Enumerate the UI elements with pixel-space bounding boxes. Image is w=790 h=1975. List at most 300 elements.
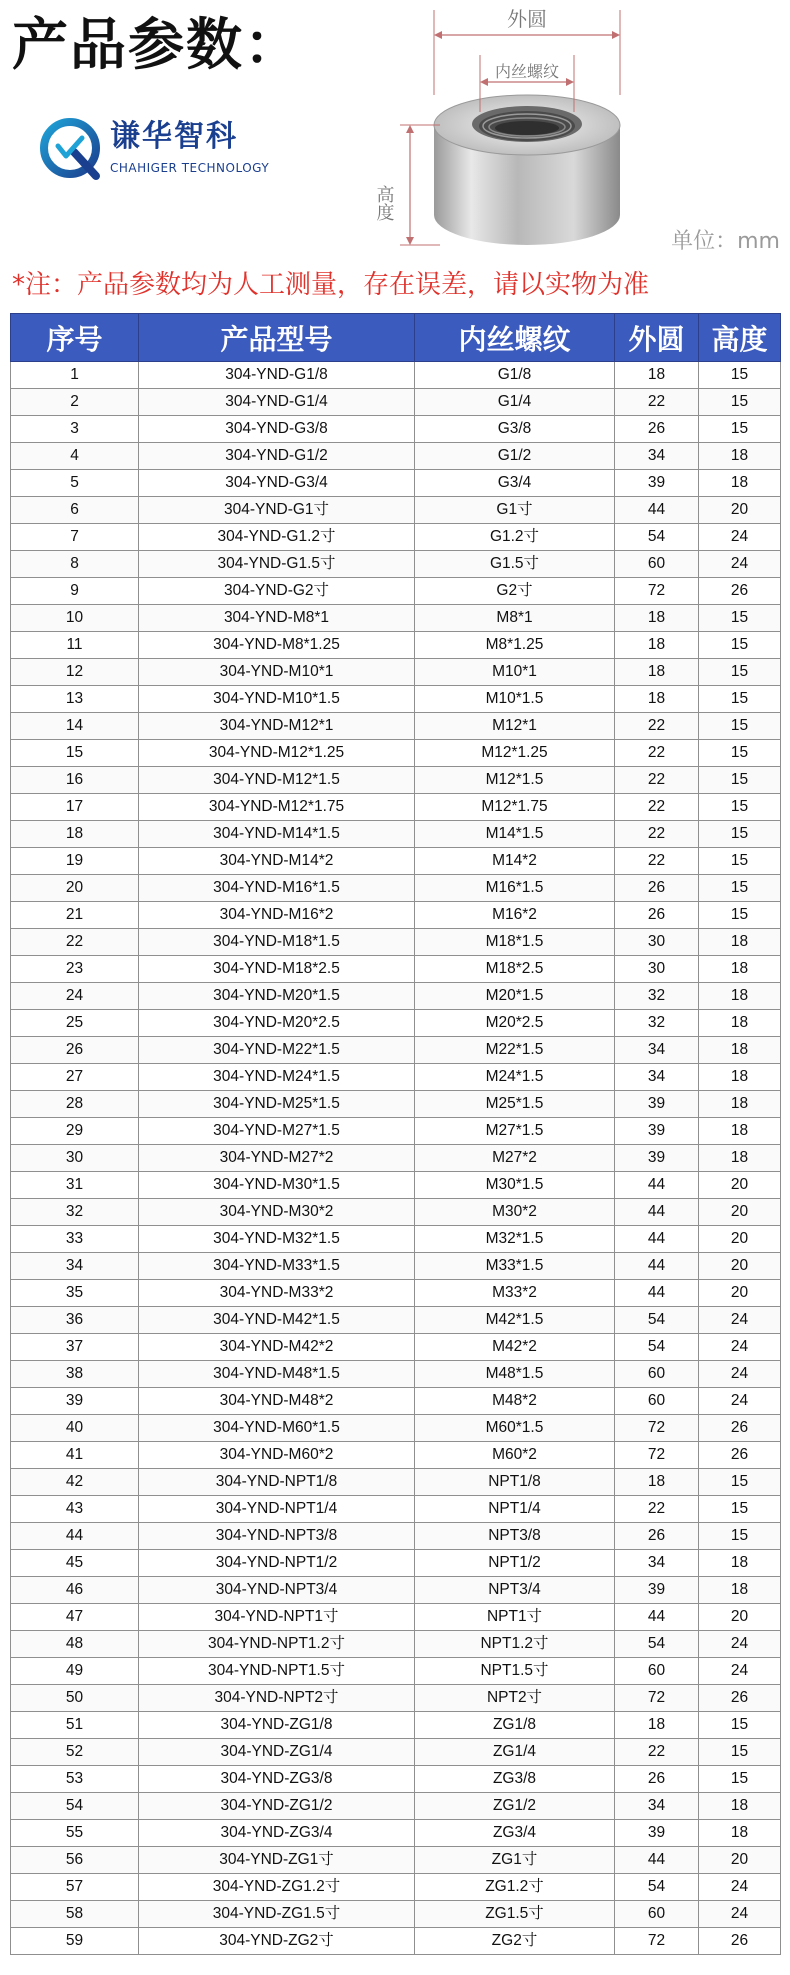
cell-index: 58: [11, 1901, 139, 1928]
cell-index: 40: [11, 1415, 139, 1442]
cell-height: 18: [699, 1091, 781, 1118]
cell-thread: M32*1.5: [415, 1226, 615, 1253]
cell-height: 15: [699, 605, 781, 632]
cell-outer-diameter: 18: [615, 1712, 699, 1739]
table-row: [11, 1847, 781, 1874]
table-row: [11, 1685, 781, 1712]
cell-thread: M25*1.5: [415, 1091, 615, 1118]
cell-index: 25: [11, 1010, 139, 1037]
cell-outer-diameter: 39: [615, 470, 699, 497]
cell-model: 304-YND-M24*1.5: [139, 1064, 415, 1091]
table-row: [11, 1658, 781, 1685]
height-label: 高度: [373, 185, 395, 221]
table-row: [11, 1280, 781, 1307]
table-row: [11, 1172, 781, 1199]
cell-index: 55: [11, 1820, 139, 1847]
cell-thread: G3/4: [415, 470, 615, 497]
cell-height: 15: [699, 1523, 781, 1550]
cell-thread: NPT1/4: [415, 1496, 615, 1523]
cell-outer-diameter: 39: [615, 1118, 699, 1145]
cell-height: 26: [699, 1685, 781, 1712]
brand-name-cn: 谦华智科: [110, 119, 238, 154]
cell-height: 20: [699, 1847, 781, 1874]
cell-index: 45: [11, 1550, 139, 1577]
nut-illustration: [373, 0, 790, 260]
table-row: [11, 524, 781, 551]
table-row: [11, 1361, 781, 1388]
cell-index: 1: [11, 362, 139, 389]
cell-thread: M14*2: [415, 848, 615, 875]
cell-index: 11: [11, 632, 139, 659]
table-row: [11, 578, 781, 605]
cell-outer-diameter: 44: [615, 1604, 699, 1631]
cell-thread: M10*1: [415, 659, 615, 686]
cell-model: 304-YND-G1/8: [139, 362, 415, 389]
cell-model: 304-YND-NPT3/8: [139, 1523, 415, 1550]
cell-height: 24: [699, 1631, 781, 1658]
cell-thread: G1.2寸: [415, 524, 615, 551]
cell-outer-diameter: 32: [615, 1010, 699, 1037]
cell-model: 304-YND-M33*2: [139, 1280, 415, 1307]
cell-outer-diameter: 60: [615, 1658, 699, 1685]
cell-index: 51: [11, 1712, 139, 1739]
cell-thread: M16*2: [415, 902, 615, 929]
table-row: [11, 1739, 781, 1766]
cell-index: 16: [11, 767, 139, 794]
cell-index: 22: [11, 929, 139, 956]
cell-model: 304-YND-M12*1: [139, 713, 415, 740]
cell-outer-diameter: 22: [615, 713, 699, 740]
cell-index: 23: [11, 956, 139, 983]
cell-height: 24: [699, 1901, 781, 1928]
cell-outer-diameter: 22: [615, 740, 699, 767]
cell-height: 15: [699, 686, 781, 713]
cell-height: 18: [699, 1793, 781, 1820]
table-row: [11, 1631, 781, 1658]
cell-outer-diameter: 34: [615, 1793, 699, 1820]
table-row: [11, 1577, 781, 1604]
table-row: [11, 1226, 781, 1253]
cell-outer-diameter: 39: [615, 1820, 699, 1847]
cell-height: 15: [699, 1712, 781, 1739]
cell-outer-diameter: 18: [615, 632, 699, 659]
table-row: [11, 1469, 781, 1496]
cell-model: 304-YND-G1.2寸: [139, 524, 415, 551]
cell-thread: ZG1/2: [415, 1793, 615, 1820]
cell-model: 304-YND-M60*2: [139, 1442, 415, 1469]
cell-model: 304-YND-M42*1.5: [139, 1307, 415, 1334]
table-row: [11, 983, 781, 1010]
measurement-note: *注：产品参数均为人工测量，存在误差，请以实物为准: [12, 270, 650, 300]
cell-outer-diameter: 18: [615, 605, 699, 632]
cell-index: 43: [11, 1496, 139, 1523]
cell-model: 304-YND-M14*1.5: [139, 821, 415, 848]
cell-model: 304-YND-M60*1.5: [139, 1415, 415, 1442]
cell-outer-diameter: 22: [615, 794, 699, 821]
cell-outer-diameter: 18: [615, 686, 699, 713]
cell-thread: M16*1.5: [415, 875, 615, 902]
cell-model: 304-YND-M18*1.5: [139, 929, 415, 956]
cell-thread: NPT1/8: [415, 1469, 615, 1496]
cell-height: 20: [699, 1280, 781, 1307]
cell-height: 24: [699, 1388, 781, 1415]
cell-height: 20: [699, 1604, 781, 1631]
cell-thread: ZG1/8: [415, 1712, 615, 1739]
cell-model: 304-YND-M8*1.25: [139, 632, 415, 659]
cell-index: 2: [11, 389, 139, 416]
cell-index: 33: [11, 1226, 139, 1253]
cell-index: 54: [11, 1793, 139, 1820]
header-index: 序号: [11, 314, 139, 362]
cell-outer-diameter: 26: [615, 416, 699, 443]
table-row: [11, 1064, 781, 1091]
cell-model: 304-YND-M18*2.5: [139, 956, 415, 983]
table-row: [11, 632, 781, 659]
product-diagram: [373, 0, 790, 260]
cell-outer-diameter: 72: [615, 1442, 699, 1469]
cell-height: 15: [699, 1469, 781, 1496]
cell-outer-diameter: 39: [615, 1577, 699, 1604]
cell-model: 304-YND-M48*2: [139, 1388, 415, 1415]
table-row: [11, 551, 781, 578]
cell-index: 35: [11, 1280, 139, 1307]
cell-thread: NPT1寸: [415, 1604, 615, 1631]
cell-model: 304-YND-M25*1.5: [139, 1091, 415, 1118]
table-row: [11, 1874, 781, 1901]
cell-index: 46: [11, 1577, 139, 1604]
cell-index: 48: [11, 1631, 139, 1658]
cell-thread: M8*1.25: [415, 632, 615, 659]
cell-index: 59: [11, 1928, 139, 1955]
outer-diameter-label: 外圆: [507, 7, 547, 31]
cell-outer-diameter: 26: [615, 902, 699, 929]
cell-height: 24: [699, 1334, 781, 1361]
cell-height: 18: [699, 443, 781, 470]
cell-index: 7: [11, 524, 139, 551]
cell-model: 304-YND-NPT1寸: [139, 1604, 415, 1631]
table-row: [11, 1145, 781, 1172]
cell-model: 304-YND-ZG2寸: [139, 1928, 415, 1955]
cell-height: 18: [699, 983, 781, 1010]
cell-outer-diameter: 60: [615, 551, 699, 578]
cell-thread: M12*1.25: [415, 740, 615, 767]
cell-height: 15: [699, 1496, 781, 1523]
cell-thread: ZG3/4: [415, 1820, 615, 1847]
cell-index: 8: [11, 551, 139, 578]
cell-thread: M48*2: [415, 1388, 615, 1415]
cell-outer-diameter: 18: [615, 1469, 699, 1496]
cell-index: 26: [11, 1037, 139, 1064]
cell-outer-diameter: 54: [615, 1334, 699, 1361]
cell-height: 15: [699, 416, 781, 443]
cell-height: 20: [699, 1226, 781, 1253]
cell-thread: NPT2寸: [415, 1685, 615, 1712]
cell-index: 37: [11, 1334, 139, 1361]
table-row: [11, 794, 781, 821]
cell-height: 15: [699, 902, 781, 929]
cell-outer-diameter: 39: [615, 1145, 699, 1172]
table-row: [11, 1415, 781, 1442]
cell-model: 304-YND-ZG1寸: [139, 1847, 415, 1874]
table-row: [11, 1253, 781, 1280]
table-row: [11, 1550, 781, 1577]
cell-outer-diameter: 44: [615, 1280, 699, 1307]
cell-thread: M12*1.5: [415, 767, 615, 794]
cell-height: 20: [699, 1172, 781, 1199]
cell-thread: M30*1.5: [415, 1172, 615, 1199]
cell-thread: NPT1.2寸: [415, 1631, 615, 1658]
cell-index: 3: [11, 416, 139, 443]
cell-outer-diameter: 26: [615, 875, 699, 902]
table-row: [11, 470, 781, 497]
cell-outer-diameter: 60: [615, 1361, 699, 1388]
cell-outer-diameter: 34: [615, 1550, 699, 1577]
cell-index: 19: [11, 848, 139, 875]
table-row: [11, 362, 781, 389]
cell-thread: M8*1: [415, 605, 615, 632]
cell-index: 39: [11, 1388, 139, 1415]
cell-outer-diameter: 18: [615, 659, 699, 686]
cell-thread: M42*1.5: [415, 1307, 615, 1334]
cell-index: 30: [11, 1145, 139, 1172]
cell-index: 14: [11, 713, 139, 740]
cell-model: 304-YND-M27*1.5: [139, 1118, 415, 1145]
cell-model: 304-YND-M27*2: [139, 1145, 415, 1172]
cell-model: 304-YND-M12*1.5: [139, 767, 415, 794]
header-model: 产品型号: [139, 314, 415, 362]
header-thread: 内丝螺纹: [415, 314, 615, 362]
table-row: [11, 389, 781, 416]
cell-thread: M33*2: [415, 1280, 615, 1307]
cell-index: 6: [11, 497, 139, 524]
cell-thread: M27*1.5: [415, 1118, 615, 1145]
cell-thread: M42*2: [415, 1334, 615, 1361]
cell-height: 18: [699, 1577, 781, 1604]
table-row: [11, 1091, 781, 1118]
cell-model: 304-YND-ZG1/2: [139, 1793, 415, 1820]
cell-model: 304-YND-G1.5寸: [139, 551, 415, 578]
cell-model: 304-YND-NPT1.2寸: [139, 1631, 415, 1658]
cell-height: 15: [699, 740, 781, 767]
cell-index: 47: [11, 1604, 139, 1631]
cell-model: 304-YND-G2寸: [139, 578, 415, 605]
cell-model: 304-YND-ZG1.5寸: [139, 1901, 415, 1928]
cell-model: 304-YND-ZG3/8: [139, 1766, 415, 1793]
cell-index: 52: [11, 1739, 139, 1766]
cell-model: 304-YND-G1寸: [139, 497, 415, 524]
cell-outer-diameter: 34: [615, 443, 699, 470]
cell-index: 4: [11, 443, 139, 470]
cell-thread: NPT1/2: [415, 1550, 615, 1577]
table-row: [11, 767, 781, 794]
table-row: [11, 443, 781, 470]
cell-outer-diameter: 54: [615, 1307, 699, 1334]
cell-index: 42: [11, 1469, 139, 1496]
cell-index: 44: [11, 1523, 139, 1550]
cell-height: 24: [699, 1874, 781, 1901]
page-title: 产品参数：: [12, 13, 302, 78]
table-row: [11, 1118, 781, 1145]
table-row: [11, 1442, 781, 1469]
table-row: [11, 1820, 781, 1847]
cell-index: 10: [11, 605, 139, 632]
cell-height: 18: [699, 1118, 781, 1145]
cell-height: 26: [699, 1928, 781, 1955]
cell-model: 304-YND-ZG3/4: [139, 1820, 415, 1847]
cell-thread: G3/8: [415, 416, 615, 443]
table-row: [11, 1388, 781, 1415]
cell-index: 17: [11, 794, 139, 821]
cell-model: 304-YND-M12*1.25: [139, 740, 415, 767]
brand-name-en: CHAHIGER TECHNOLOGY: [110, 161, 270, 175]
cell-model: 304-YND-ZG1/4: [139, 1739, 415, 1766]
brand-logo: [40, 118, 280, 184]
cell-index: 34: [11, 1253, 139, 1280]
cell-outer-diameter: 34: [615, 1064, 699, 1091]
cell-outer-diameter: 30: [615, 929, 699, 956]
cell-model: 304-YND-ZG1/8: [139, 1712, 415, 1739]
cell-model: 304-YND-G1/2: [139, 443, 415, 470]
cell-outer-diameter: 60: [615, 1388, 699, 1415]
cell-height: 18: [699, 1145, 781, 1172]
cell-height: 15: [699, 389, 781, 416]
cell-model: 304-YND-M30*1.5: [139, 1172, 415, 1199]
cell-model: 304-YND-M8*1: [139, 605, 415, 632]
table-row: [11, 1037, 781, 1064]
cell-thread: ZG1.2寸: [415, 1874, 615, 1901]
cell-thread: M33*1.5: [415, 1253, 615, 1280]
cell-thread: M60*1.5: [415, 1415, 615, 1442]
cell-thread: M27*2: [415, 1145, 615, 1172]
cell-thread: G1/4: [415, 389, 615, 416]
cell-outer-diameter: 32: [615, 983, 699, 1010]
table-row: [11, 1766, 781, 1793]
table-row: [11, 686, 781, 713]
cell-index: 21: [11, 902, 139, 929]
cell-height: 26: [699, 1442, 781, 1469]
cell-model: 304-YND-M22*1.5: [139, 1037, 415, 1064]
cell-height: 15: [699, 767, 781, 794]
table-row: [11, 1199, 781, 1226]
cell-height: 24: [699, 1361, 781, 1388]
cell-outer-diameter: 34: [615, 1037, 699, 1064]
cell-model: 304-YND-M14*2: [139, 848, 415, 875]
cell-height: 15: [699, 1766, 781, 1793]
cell-index: 9: [11, 578, 139, 605]
table-row: [11, 902, 781, 929]
table-row: [11, 1901, 781, 1928]
cell-thread: M60*2: [415, 1442, 615, 1469]
cell-outer-diameter: 22: [615, 1496, 699, 1523]
cell-model: 304-YND-M33*1.5: [139, 1253, 415, 1280]
cell-height: 15: [699, 848, 781, 875]
unit-label: 单位：mm: [671, 229, 780, 254]
cell-height: 24: [699, 1307, 781, 1334]
cell-outer-diameter: 26: [615, 1766, 699, 1793]
cell-model: 304-YND-G1/4: [139, 389, 415, 416]
cell-thread: M14*1.5: [415, 821, 615, 848]
cell-outer-diameter: 54: [615, 1874, 699, 1901]
cell-thread: NPT1.5寸: [415, 1658, 615, 1685]
cell-index: 53: [11, 1766, 139, 1793]
table-row: [11, 1793, 781, 1820]
table-row: [11, 416, 781, 443]
cell-thread: M18*1.5: [415, 929, 615, 956]
cell-outer-diameter: 60: [615, 1901, 699, 1928]
cell-height: 18: [699, 1820, 781, 1847]
thread-label: 内丝螺纹: [494, 62, 560, 81]
cell-index: 5: [11, 470, 139, 497]
cell-index: 13: [11, 686, 139, 713]
cell-height: 15: [699, 632, 781, 659]
cell-outer-diameter: 22: [615, 848, 699, 875]
cell-index: 29: [11, 1118, 139, 1145]
cell-outer-diameter: 30: [615, 956, 699, 983]
cell-thread: NPT3/8: [415, 1523, 615, 1550]
cell-outer-diameter: 44: [615, 1253, 699, 1280]
cell-outer-diameter: 72: [615, 1928, 699, 1955]
cell-index: 36: [11, 1307, 139, 1334]
cell-thread: M10*1.5: [415, 686, 615, 713]
cell-thread: NPT3/4: [415, 1577, 615, 1604]
table-row: [11, 1928, 781, 1955]
cell-index: 24: [11, 983, 139, 1010]
table-row: [11, 1523, 781, 1550]
cell-height: 15: [699, 794, 781, 821]
cell-height: 18: [699, 1037, 781, 1064]
table-header-row: [11, 314, 781, 362]
cell-height: 15: [699, 713, 781, 740]
cell-index: 12: [11, 659, 139, 686]
cell-thread: M48*1.5: [415, 1361, 615, 1388]
cell-index: 57: [11, 1874, 139, 1901]
cell-height: 15: [699, 362, 781, 389]
cell-model: 304-YND-G3/8: [139, 416, 415, 443]
cell-thread: M12*1.75: [415, 794, 615, 821]
cell-height: 18: [699, 1550, 781, 1577]
cell-outer-diameter: 44: [615, 1847, 699, 1874]
cell-height: 26: [699, 1415, 781, 1442]
cell-height: 18: [699, 956, 781, 983]
cell-model: 304-YND-NPT1/2: [139, 1550, 415, 1577]
cell-model: 304-YND-M42*2: [139, 1334, 415, 1361]
cell-index: 32: [11, 1199, 139, 1226]
cell-outer-diameter: 22: [615, 389, 699, 416]
cell-model: 304-YND-M10*1.5: [139, 686, 415, 713]
cell-height: 20: [699, 1253, 781, 1280]
cell-height: 24: [699, 1658, 781, 1685]
cell-outer-diameter: 72: [615, 578, 699, 605]
cell-thread: M22*1.5: [415, 1037, 615, 1064]
cell-model: 304-YND-G3/4: [139, 470, 415, 497]
table-row: [11, 1712, 781, 1739]
cell-thread: G1/2: [415, 443, 615, 470]
cell-index: 38: [11, 1361, 139, 1388]
cell-outer-diameter: 54: [615, 1631, 699, 1658]
cell-index: 49: [11, 1658, 139, 1685]
table-row: [11, 956, 781, 983]
cell-thread: ZG1.5寸: [415, 1901, 615, 1928]
cell-index: 28: [11, 1091, 139, 1118]
cell-model: 304-YND-NPT1/4: [139, 1496, 415, 1523]
cell-model: 304-YND-M10*1: [139, 659, 415, 686]
cell-model: 304-YND-M20*1.5: [139, 983, 415, 1010]
cell-outer-diameter: 18: [615, 362, 699, 389]
table-row: [11, 1604, 781, 1631]
table-row: [11, 1496, 781, 1523]
table-row: [11, 875, 781, 902]
cell-index: 56: [11, 1847, 139, 1874]
